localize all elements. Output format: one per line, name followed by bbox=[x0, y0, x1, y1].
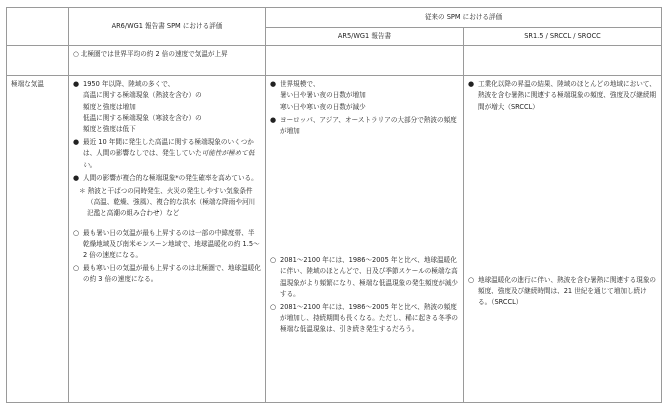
ar6-obs-text-3: 人間の影響が複合的な極端現象*の発生確率を高めている。 bbox=[83, 173, 258, 182]
top-ar5-cell bbox=[266, 46, 464, 76]
bullet-filled-icon: ● bbox=[73, 80, 80, 89]
bullet-filled-icon: ● bbox=[468, 80, 475, 89]
top-ar6-cell: ○ 北極圏では世界平均の約 2 倍の速度で気温が上昇 bbox=[69, 46, 266, 76]
ar6-obs-text-1: 1950 年以降、陸域の多くで、 高温に関する極端現象（熱波を含む）の 頻度と強度は増加 低温に関する極端現象（寒波を含む）の 頻度と強度は低下 bbox=[83, 80, 202, 134]
ar6-obs-italic-likelihood: 可能性が極めて低い bbox=[83, 149, 255, 169]
header-sr: SR1.5 / SRCCL / SROCC bbox=[464, 28, 662, 46]
ar5-cell bbox=[266, 76, 464, 403]
row-label-extreme-temperature: 極端な気温 bbox=[7, 76, 69, 403]
ar6-obs-item-2 bbox=[73, 137, 261, 171]
ar5-proj-text-2: 2081〜2100 年には、1986〜2005 年と比べ、熱波の頻度が増加し、持続期間も長くなる。ただし、稀に起きる冬季の極端な低温現象は、引き続き発生するだろう。 bbox=[280, 303, 459, 334]
ar6-footnote: ＊ 熱波と干ばつの同時発生、火災の発生しやすい気象条件（高温、乾燥、強風）、複合的な洪水（極端な降雨や河川氾濫と高潮の組み合わせ）など bbox=[79, 187, 256, 218]
ar5-obs-text-2: ヨーロッパ、アジア、オーストラリアの大部分で熱波の頻度が増加 bbox=[280, 115, 457, 136]
ar6-cell bbox=[69, 76, 266, 403]
ar6-obs-text-2: 最近 10 年間に発生した高温に関する極端現象のいくつかは、人間の影響なしでは、発生していた bbox=[83, 138, 254, 158]
top-sr-cell bbox=[464, 46, 662, 76]
header-ar5: AR5/WG1 報告書 bbox=[266, 28, 464, 46]
ar6-obs-item-3 bbox=[73, 173, 261, 184]
assessment-table bbox=[6, 7, 662, 403]
sr-obs-text-1: 工業化以降の昇温の結果、陸域のほとんどの地域において、熱波を含む暑熱に関連する極端現象の頻度、強度及び継続期間が増大（SRCCL） bbox=[478, 80, 657, 111]
sr-proj-item-1 bbox=[468, 275, 657, 309]
bullet-filled-icon: ● bbox=[270, 80, 277, 89]
sr-proj-text-1: 地球温暖化の進行に伴い、熱波を含む暑熱に関連する現象の頻度、強度及び継続時間は、21 世紀を通じて増加し続ける。（SRCCL） bbox=[478, 275, 657, 307]
top-label-cell bbox=[7, 46, 69, 76]
ar6-proj-item-2 bbox=[73, 263, 261, 285]
ar5-proj-text-1: 2081〜2100 年には、1986〜2005 年と比べ、地球温暖化に伴い、陸域のほとんどで、日及び季節スケールの極端な高温現象がより頻繁になり、極端な低温現象の発生頻度が減少する。 bbox=[280, 256, 459, 298]
bullet-open-icon: ○ bbox=[468, 275, 475, 284]
ar5-obs-item-2 bbox=[270, 115, 459, 137]
bullet-filled-icon: ● bbox=[270, 115, 277, 124]
ar6-proj-item-1 bbox=[73, 228, 261, 262]
sr-obs-item-1 bbox=[468, 79, 657, 113]
header-empty-cell bbox=[7, 8, 69, 46]
ar5-obs-item-1 bbox=[270, 79, 459, 113]
bullet-open-icon: ○ bbox=[270, 303, 277, 312]
bullet-open-icon: ○ bbox=[73, 228, 80, 237]
header-previous-spm: 従来の SPM における評価 bbox=[266, 8, 662, 28]
ar5-proj-item-1 bbox=[270, 255, 459, 300]
ar5-obs-text-1: 世界規模で、 暑い日や暑い夜の日数が増加 寒い日や寒い夜の日数が減少 bbox=[280, 80, 366, 111]
bullet-filled-icon: ● bbox=[73, 138, 80, 147]
bullet-open-icon: ○ bbox=[73, 264, 80, 273]
bullet-open-icon: ○ bbox=[270, 256, 277, 265]
ar5-proj-item-2 bbox=[270, 302, 459, 336]
ar6-proj-text-1: 最も暑い日の気温が最も上昇するのは一部の中緯度帯、半乾燥地域及び南米モンスーン地域で、地球温暖化の約 1.5〜2 倍の速度になる。 bbox=[83, 228, 260, 260]
bullet-filled-icon: ● bbox=[73, 173, 80, 182]
ar6-obs-text-2-end: 。 bbox=[89, 160, 97, 169]
ar6-obs-item-1 bbox=[73, 79, 261, 135]
header-ar6: AR6/WG1 報告書 SPM における評価 bbox=[69, 8, 266, 46]
sr-cell bbox=[464, 76, 662, 403]
ar6-proj-text-2: 最も寒い日の気温が最も上昇するのは北極圏で、地球温暖化の約 3 倍の速度になる。 bbox=[83, 264, 261, 284]
